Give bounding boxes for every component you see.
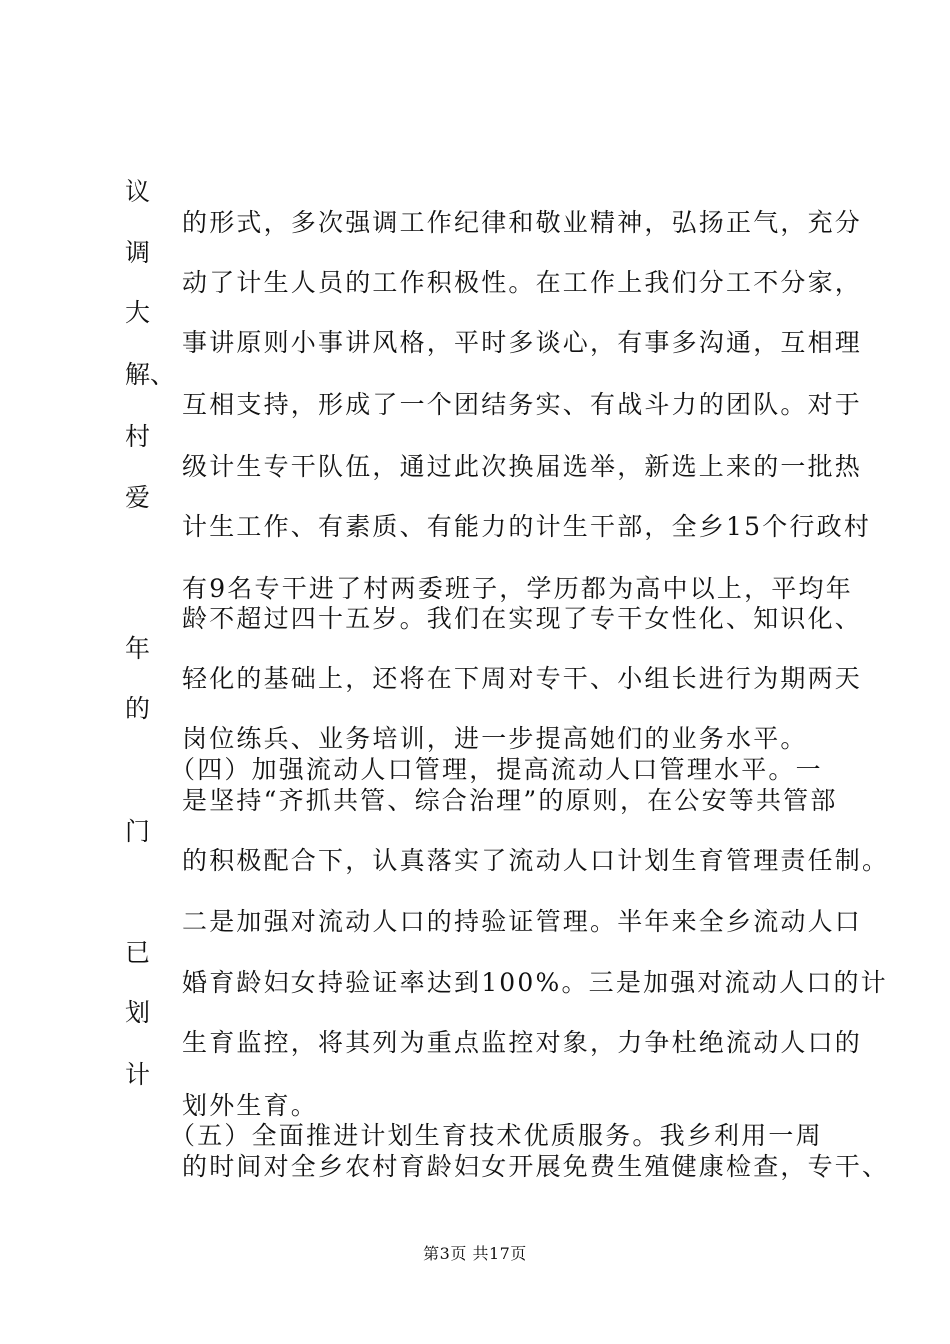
text-line: 的积极配合下，认真落实了流动人口计划生育管理责任制。 <box>182 846 890 875</box>
margin-char: 划 <box>125 998 151 1027</box>
text-line: 轻化的基础上，还将在下周对专干、小组长进行为期两天 <box>182 664 863 693</box>
margin-char: 村 <box>125 422 151 451</box>
margin-char: 解、 <box>125 360 176 389</box>
text-line: 有9名专干进了村两委班子，学历都为高中以上，平均年 <box>182 574 853 603</box>
margin-char: 已 <box>125 938 151 967</box>
text-line: 是坚持“齐抓共管、综合治理”的原则，在公安等共管部 <box>182 786 838 815</box>
margin-char: 大 <box>125 298 151 327</box>
page-number: 第3页 共17页 <box>423 1244 527 1263</box>
text-line: 划外生育。 <box>182 1091 319 1120</box>
margin-char: 门 <box>125 817 151 846</box>
margin-char: 议 <box>125 177 151 206</box>
margin-char: 的 <box>125 694 151 723</box>
text-line: 婚育龄妇女持验证率达到100%。三是加强对流动人口的计 <box>182 968 888 997</box>
text-line: 的形式，多次强调工作纪律和敬业精神，弘扬正气，充分 <box>182 208 863 237</box>
text-line: 级计生专干队伍，通过此次换届选举，新选上来的一批热 <box>182 452 863 481</box>
text-line: 龄不超过四十五岁。我们在实现了专干女性化、知识化、 <box>182 604 863 633</box>
text-line: （五）全面推进计划生育技术优质服务。我乡利用一周 <box>170 1121 823 1150</box>
text-line: 的时间对全乡农村育龄妇女开展免费生殖健康检查，专干、 <box>182 1152 890 1181</box>
margin-char: 计 <box>125 1060 151 1089</box>
margin-char: 调 <box>125 238 151 267</box>
text-line: 计生工作、有素质、有能力的计生干部，全乡15个行政村 <box>182 512 872 541</box>
text-line: （四）加强流动人口管理，提高流动人口管理水平。一 <box>170 755 823 784</box>
text-line: 生育监控，将其列为重点监控对象，力争杜绝流动人口的 <box>182 1028 863 1057</box>
text-line: 二是加强对流动人口的持验证管理。半年来全乡流动人口 <box>182 907 863 936</box>
margin-char: 年 <box>125 634 151 663</box>
margin-char: 爱 <box>125 483 151 512</box>
text-line: 事讲原则小事讲风格，平时多谈心，有事多沟通，互相理 <box>182 328 863 357</box>
text-line: 动了计生人员的工作积极性。在工作上我们分工不分家， <box>182 268 863 297</box>
text-line: 岗位练兵、业务培训，进一步提高她们的业务水平。 <box>182 724 808 753</box>
text-line: 互相支持，形成了一个团结务实、有战斗力的团队。对于 <box>182 390 863 419</box>
